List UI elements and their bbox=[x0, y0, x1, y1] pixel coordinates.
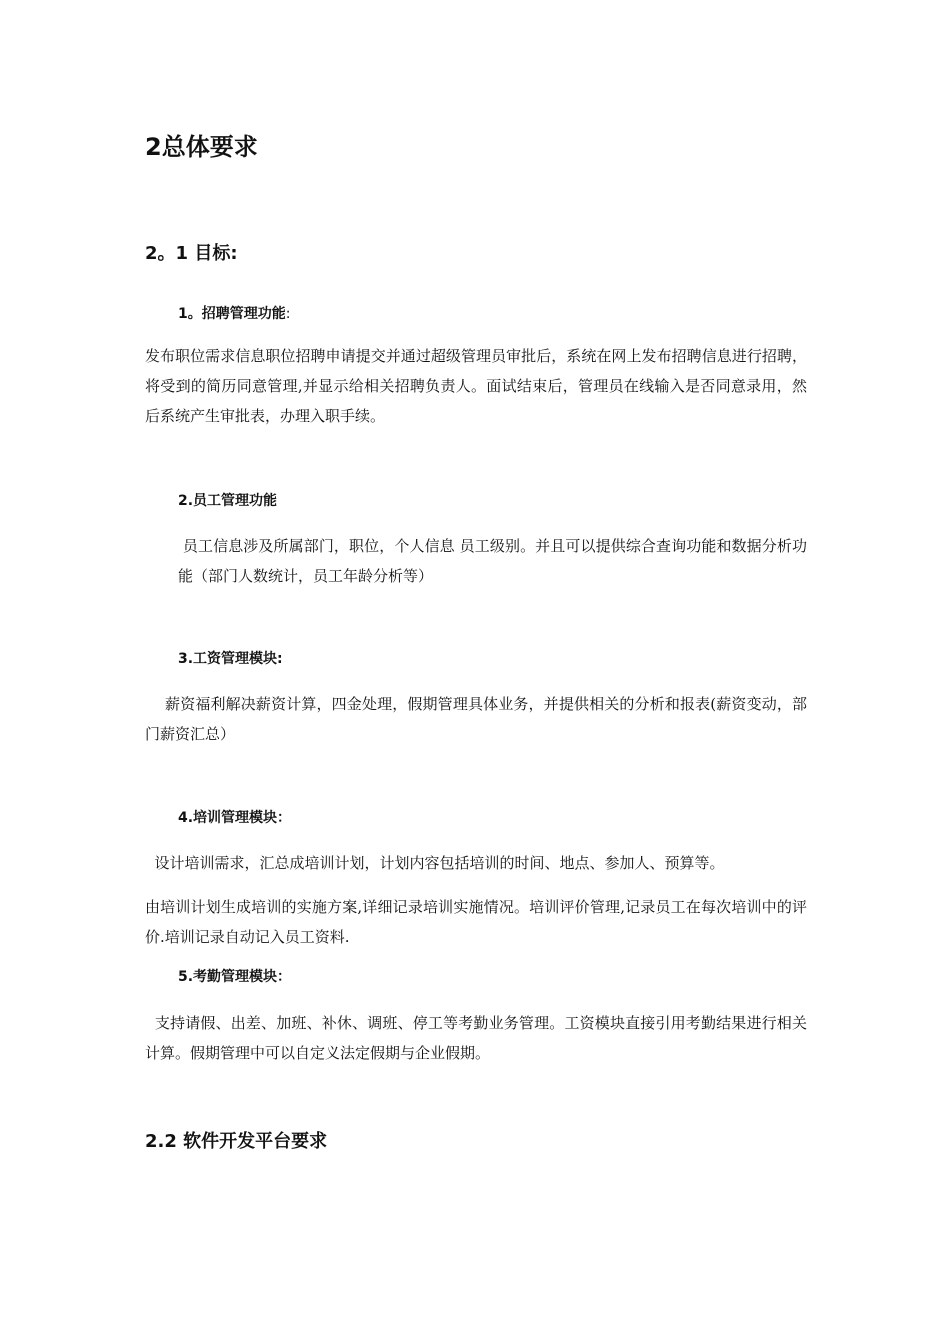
module-recruitment-paragraph: 发布职位需求信息职位招聘申请提交并通过超级管理员审批后，系统在网上发布招聘信息进行招聘，将受到的简历同意管理,并显示给相关招聘负责人。面试结束后，管理员在线输入是否同意录用，然后系统产生审批表，办理入职手续。 bbox=[145, 347, 807, 425]
module-attendance-paragraph: 支持请假、出差、加班、补休、调班、停工等考勤业务管理。工资模块直接引用考勤结果进行相关计算。假期管理中可以自定义法定假期与企业假期。 bbox=[145, 1014, 807, 1062]
module-employee-heading: 2.员工管理功能 bbox=[178, 493, 278, 509]
module-recruitment-heading bbox=[178, 303, 290, 325]
module-attendance-heading: 5.考勤管理模块： bbox=[178, 969, 292, 985]
module-recruitment-heading-text: 1。招聘管理功能 bbox=[178, 306, 286, 322]
module-salary-heading: 3.工资管理模块: bbox=[178, 651, 283, 667]
module-employee-paragraph: 员工信息涉及所属部门，职位，个人信息 员工级别。并且可以提供综合查询功能和数据分析功能（部门人数统计，员工年龄分析等） bbox=[178, 537, 807, 585]
section-platform-heading: 2.2 软件开发平台要求 bbox=[145, 1131, 328, 1152]
module-training-paragraph-2: 由培训计划生成培训的实施方案,详细记录培训实施情况。培训评价管理,记录员工在每次培训中的评价.培训记录自动记入员工资料. bbox=[145, 898, 807, 946]
main-heading: 2总体要求 bbox=[145, 133, 258, 161]
module-training-paragraph-1: 设计培训需求，汇总成培训计划，计划内容包括培训的时间、地点、参加人、预算等。 bbox=[145, 854, 725, 872]
module-training-heading: 4.培训管理模块： bbox=[178, 810, 292, 826]
module-recruitment-heading-suffix: : bbox=[285, 306, 291, 322]
section-goal-heading: 2。1 目标: bbox=[145, 243, 238, 264]
module-salary-paragraph: 薪资福利解决薪资计算，四金处理，假期管理具体业务，并提供相关的分析和报表(薪资变动，部门薪资汇总） bbox=[145, 695, 807, 743]
